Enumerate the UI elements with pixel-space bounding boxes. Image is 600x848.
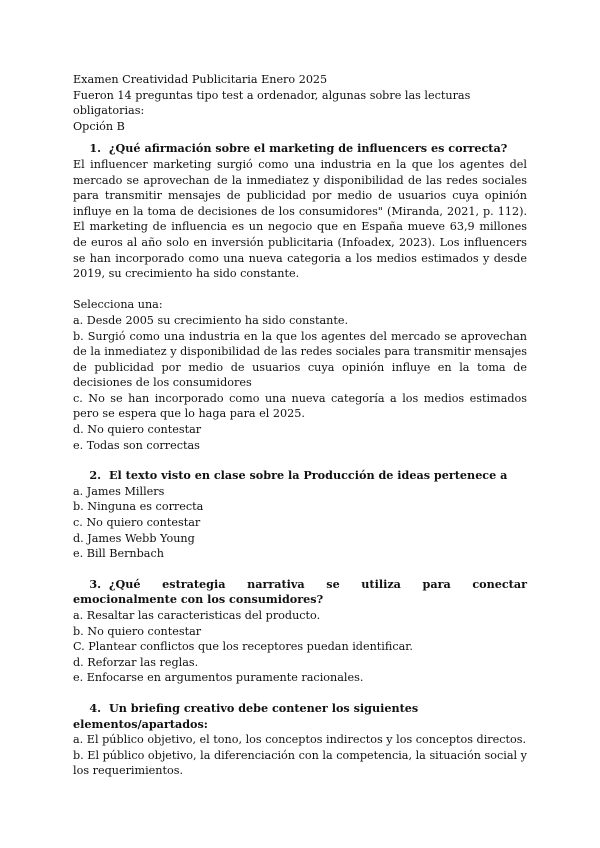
answer-option-e: e. Todas son correctas	[73, 438, 200, 452]
answer-option-d: d. James Webb Young	[73, 531, 195, 545]
question-title	[73, 577, 527, 608]
question-title	[73, 701, 527, 732]
document-content	[73, 72, 527, 779]
answer-option-d: d. No quiero contestar	[73, 423, 202, 437]
answer-option-a: a. Desde 2005 su crecimiento ha sido constante.	[73, 313, 349, 327]
question-title	[73, 468, 527, 484]
question-1	[73, 141, 527, 453]
question-title	[73, 141, 527, 157]
answer-option-e: e. Bill Bernbach	[73, 547, 164, 561]
select-label: Selecciona una:	[73, 298, 163, 312]
question-4	[73, 701, 527, 779]
question-number: 1.	[89, 141, 101, 156]
answer-option-b: b. Ninguna es correcta	[73, 500, 204, 514]
question-text: ¿Qué afirmación sobre el marketing de influencers es correcta?	[109, 141, 508, 156]
answer-option-b: b. El público objetivo, la diferenciación con la competencia, la situación social y los requerimientos.	[73, 748, 527, 778]
question-number: 4.	[89, 700, 101, 715]
question-body: El influencer marketing surgió como una industria en la que los agentes del mercado se aprovechan de la inmediatez y disponibilidad de las redes sociales para transmitir mensajes de publicidad por medio de usuarios cuya opinión influye en la toma de decisiones de los consumidores" (Miranda, 2021, p. 112). El marketing de influencia es un negocio que en España mueve 63,9 millones de euros al año solo en inversión publicitaria (Infoadex, 2023). Los influencers se han incorporado como una nueva categoria a los medios estimados y desde 2019, su crecimiento ha sido constante.	[73, 157, 527, 281]
question-number: 3.	[89, 576, 101, 591]
exam-subtitle: Fueron 14 preguntas tipo test a ordenador, algunas sobre las lecturas obligatorias:	[73, 88, 471, 118]
answer-option-b: b. Surgió como una industria en la que los agentes del mercado se aprovechan de la inmediatez y disponibilidad de las redes sociales para transmitir mensajes de publicidad por medio de usuarios cuya opinión influye en la toma de decisiones de los consumidores	[73, 329, 527, 390]
exam-option: Opción B	[73, 119, 125, 133]
exam-title: Examen Creatividad Publicitaria Enero 2025	[73, 73, 328, 86]
question-2	[73, 468, 527, 562]
answer-option-d: d. Reforzar las reglas.	[73, 655, 199, 669]
answer-option-b: b. No quiero contestar	[73, 624, 202, 638]
answer-option-a: a. James Millers	[73, 484, 165, 498]
question-number: 2.	[89, 468, 101, 483]
answer-option-c: c. No se han incorporado como una nueva categoría a los medios estimados pero se espera que lo haga para el 2025.	[73, 391, 527, 421]
question-text: El texto visto en clase sobre la Producción de ideas pertenece a	[109, 468, 508, 483]
answer-option-a: a. Resaltar las caracteristicas del producto.	[73, 609, 321, 622]
answer-option-e: e. Enfocarse en argumentos puramente racionales.	[73, 671, 364, 685]
question-text: ¿Qué estrategia narrativa se utiliza para conectar emocionalmente con los consumidores?	[73, 576, 527, 607]
answer-option-c: c. No quiero contestar	[73, 516, 201, 530]
question-text: Un briefing creativo debe contener los siguientes elementos/apartados:	[73, 700, 419, 731]
question-3	[73, 577, 527, 686]
answer-option-a: a. El público objetivo, el tono, los conceptos indirectos y los conceptos directos.	[73, 733, 527, 747]
answer-option-c: C. Plantear conflictos que los receptores puedan identificar.	[73, 640, 413, 654]
